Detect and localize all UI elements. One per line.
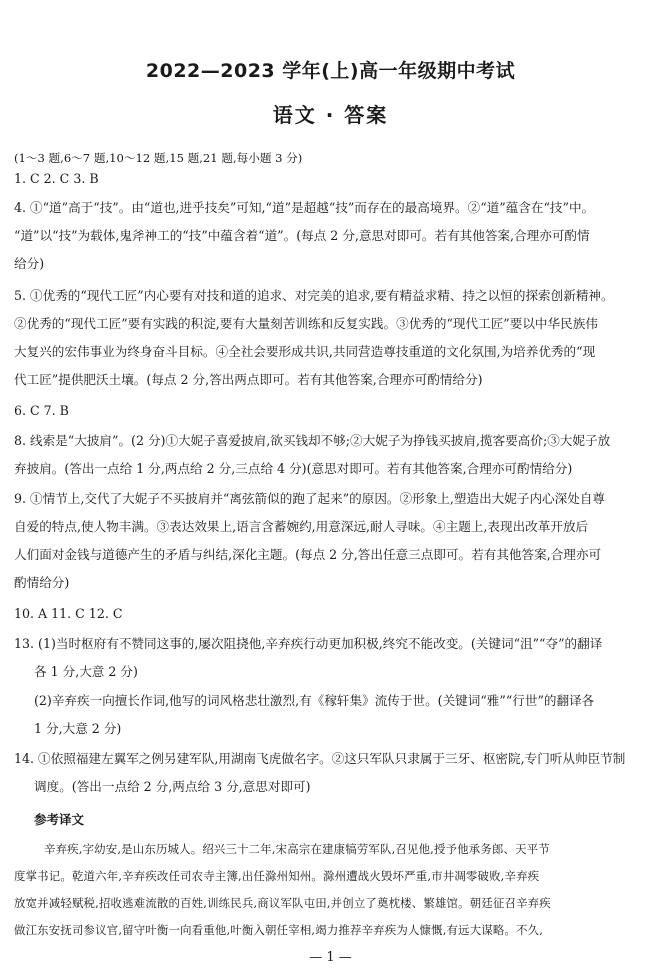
answer-9-line-1: 9. ①情节上,交代了大妮子不买披肩并“离弦箭似的跑了起来”的原因。②形象上,塑造出大妮子内心深处自尊: [14, 491, 606, 506]
reference-translation-heading: 参考译文: [34, 812, 85, 827]
answer-13-line-4: 1 分,大意 2 分): [34, 721, 122, 736]
reference-line: 做江东安抚司参议官,留守叶衡一向看重他,叶衡入朝任宰相,竭力推荐辛弃疾为人慷慨,有远大谋略。不久,: [14, 923, 544, 937]
answer-8-line-1: 8. 线索是“大披肩”。(2 分)①大妮子喜爱披肩,欲买钱却不够;②大妮子为挣钱买披肩,揽客要高价;③大妮子放: [14, 433, 611, 448]
answer-10-12: 10. A 11. C 12. C: [14, 606, 123, 621]
answer-5-line-3: 大复兴的宏伟事业为终身奋斗目标。④全社会要形成共识,共同营造尊技重道的文化氛围,为培养优秀的“现: [14, 344, 596, 359]
answer-4-line-2: “道”以“技”为载体,鬼斧神工的“技”中蕴含着“道”。(每点 2 分,意思对即可。若有其他答案,合理亦可酌情: [14, 228, 590, 243]
answer-14-line-2: 调度。(答出一点给 2 分,两点给 3 分,意思对即可): [34, 779, 311, 794]
answer-13-line-1: 13. (1)当时枢府有不赞同这事的,屡次阻挠他,辛弃疾行动更加积极,终究不能改变。(关键词“沮”“夺”的翻译: [14, 636, 603, 651]
answer-9-line-4: 酌情给分): [14, 575, 70, 590]
answer-9-line-3: 人们面对金钱与道德产生的矛盾与纠结,深化主题。(每点 2 分,答出任意三点即可。若有其他答案,合理亦可: [14, 547, 602, 562]
reference-line: 放宽并减轻赋税,招收逃难流散的百姓,训练民兵,商议军队屯田,并创立了奠枕楼、繁雄馆。朝廷征召辛弃疾: [14, 896, 551, 910]
answer-5-line-4: 代工匠”提供肥沃土壤。(每点 2 分,答出两点即可。若有其他答案,合理亦可酌情给分): [14, 372, 483, 387]
exam-title: 2022—2023 学年(上)高一年级期中考试: [145, 60, 516, 82]
answer-13-line-3: (2)辛弃疾一向擅长作词,他写的词风格悲壮激烈,有《稼轩集》流传于世。(关键词“雅”“行世”的翻译各: [34, 693, 595, 708]
answer-4-line-3: 给分): [14, 256, 45, 271]
answer-14-line-1: 14. ①依照福建左翼军之例另建军队,用湖南飞虎做名字。②这只军队只隶属于三牙、枢密院,专门听从帅臣节制: [14, 751, 626, 766]
answer-5-line-2: ②优秀的“现代工匠”要有实践的积淀,要有大量刻苦训练和反复实践。③优秀的“现代工匠”要以中华民族伟: [14, 316, 598, 331]
answer-6-7: 6. C 7. B: [14, 403, 69, 418]
scoring-note: (1～3 题,6～7 题,10～12 题,15 题,21 题,每小题 3 分): [14, 151, 303, 165]
answer-8-line-2: 弃披肩。(答出一点给 1 分,两点给 2 分,三点给 4 分)(意思对即可。若有其他答案,合理亦可酌情给分): [14, 461, 573, 476]
answer-13-line-2: 各 1 分,大意 2 分): [34, 664, 138, 679]
answer-1-3: 1. C 2. C 3. B: [14, 171, 99, 186]
page-number: — 1 —: [309, 950, 352, 965]
reference-line: 辛弃疾,字幼安,是山东历城人。绍兴三十二年,宋高宗在建康犒劳军队,召见他,授予他承务郎、天平节: [44, 842, 550, 856]
exam-subtitle: 语文 · 答案: [272, 103, 389, 127]
answer-5-line-1: 5. ①优秀的“现代工匠”内心要有对技和道的追求、对完美的追求,要有精益求精、持之以恒的探索创新精神。: [14, 288, 614, 303]
answer-9-line-2: 自爱的特点,使人物丰满。③表达效果上,语言含蓄婉约,用意深远,耐人寻味。④主题上,表现出改革开放后: [14, 519, 589, 534]
answer-4-line-1: 4. ①“道”高于“技”。由“道也,进乎技矣”可知,“道”是超越“技”而存在的最高境界。②“道”蕴含在“技”中。: [14, 200, 595, 215]
reference-line: 度掌书记。乾道六年,辛弃疾改任司农寺主簿,出任滁州知州。滁州遭战火毁坏严重,市井凋零破败,辛弃疾: [14, 869, 540, 883]
